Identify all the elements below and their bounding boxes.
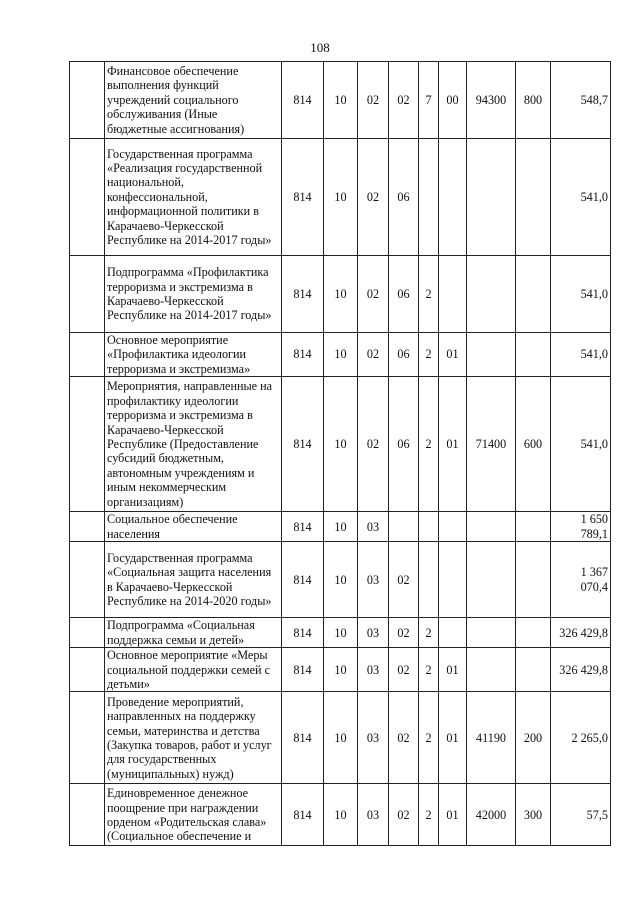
blank-cell bbox=[70, 784, 105, 846]
section-code: 10 bbox=[324, 618, 358, 648]
direction-code: 94300 bbox=[467, 62, 516, 139]
direction-code: 41190 bbox=[467, 692, 516, 784]
program-code: 02 bbox=[389, 62, 419, 139]
program-code: 02 bbox=[389, 618, 419, 648]
row-name: Государственная программа «Реализация государственной национальной, конфессиональной, информационной политики в Карачаево-Черкесской Республике на 2014-2017 годы» bbox=[105, 139, 282, 256]
activity-code: 01 bbox=[439, 692, 467, 784]
expense-type-code: 600 bbox=[516, 377, 551, 512]
row-name: Единовременное денежное поощрение при награждении орденом «Родительская слава» (Социальное обеспечение и bbox=[105, 784, 282, 846]
subprogram-code: 2 bbox=[419, 692, 439, 784]
row-name: Проведение мероприятий, направленных на поддержку семьи, материнства и детства (Закупка товаров, работ и услуг для государственных (муниципальных) нужд) bbox=[105, 692, 282, 784]
blank-cell bbox=[70, 377, 105, 512]
direction-code bbox=[467, 618, 516, 648]
subsection-code: 02 bbox=[358, 62, 389, 139]
subprogram-code: 2 bbox=[419, 256, 439, 333]
row-name: Подпрограмма «Профилактика терроризма и экстремизма в Карачаево-Черкесской Республике на 2014-2017 годы» bbox=[105, 256, 282, 333]
subprogram-code bbox=[419, 542, 439, 618]
subprogram-code: 7 bbox=[419, 62, 439, 139]
amount: 2 265,0 bbox=[551, 692, 611, 784]
section-code: 10 bbox=[324, 692, 358, 784]
subprogram-code bbox=[419, 139, 439, 256]
subsection-code: 03 bbox=[358, 618, 389, 648]
blank-cell bbox=[70, 542, 105, 618]
subsection-code: 03 bbox=[358, 648, 389, 692]
expense-type-code bbox=[516, 139, 551, 256]
budget-table bbox=[69, 61, 611, 846]
subsection-code: 02 bbox=[358, 333, 389, 377]
program-code: 02 bbox=[389, 648, 419, 692]
activity-code: 01 bbox=[439, 333, 467, 377]
ministry-code: 814 bbox=[282, 256, 324, 333]
row-name: Подпрограмма «Социальная поддержка семьи и детей» bbox=[105, 618, 282, 648]
activity-code bbox=[439, 618, 467, 648]
direction-code bbox=[467, 512, 516, 542]
blank-cell bbox=[70, 256, 105, 333]
direction-code bbox=[467, 139, 516, 256]
blank-cell bbox=[70, 139, 105, 256]
ministry-code: 814 bbox=[282, 512, 324, 542]
activity-code bbox=[439, 139, 467, 256]
table-row bbox=[70, 784, 611, 846]
direction-code bbox=[467, 333, 516, 377]
expense-type-code bbox=[516, 618, 551, 648]
table-row bbox=[70, 333, 611, 377]
subprogram-code: 2 bbox=[419, 333, 439, 377]
section-code: 10 bbox=[324, 784, 358, 846]
program-code: 02 bbox=[389, 542, 419, 618]
blank-cell bbox=[70, 333, 105, 377]
ministry-code: 814 bbox=[282, 692, 324, 784]
program-code: 06 bbox=[389, 256, 419, 333]
activity-code: 01 bbox=[439, 377, 467, 512]
subsection-code: 03 bbox=[358, 512, 389, 542]
expense-type-code bbox=[516, 333, 551, 377]
amount: 541,0 bbox=[551, 139, 611, 256]
section-code: 10 bbox=[324, 512, 358, 542]
page-number: 108 bbox=[310, 40, 330, 55]
section-code: 10 bbox=[324, 377, 358, 512]
row-name: Социальное обеспечение населения bbox=[105, 512, 282, 542]
section-code: 10 bbox=[324, 139, 358, 256]
blank-cell bbox=[70, 62, 105, 139]
blank-cell bbox=[70, 692, 105, 784]
ministry-code: 814 bbox=[282, 62, 324, 139]
section-code: 10 bbox=[324, 62, 358, 139]
program-code: 02 bbox=[389, 784, 419, 846]
activity-code bbox=[439, 512, 467, 542]
ministry-code: 814 bbox=[282, 784, 324, 846]
direction-code: 42000 bbox=[467, 784, 516, 846]
program-code: 06 bbox=[389, 377, 419, 512]
row-name: Государственная программа «Социальная защита населения в Карачаево-Черкесской Республике на 2014-2020 годы» bbox=[105, 542, 282, 618]
ministry-code: 814 bbox=[282, 139, 324, 256]
subsection-code: 02 bbox=[358, 256, 389, 333]
amount: 541,0 bbox=[551, 333, 611, 377]
blank-cell bbox=[70, 648, 105, 692]
row-name: Основное мероприятие «Профилактика идеологии терроризма и экстремизма» bbox=[105, 333, 282, 377]
blank-cell bbox=[70, 512, 105, 542]
amount: 541,0 bbox=[551, 377, 611, 512]
row-name: Мероприятия, направленные на профилактику идеологии терроризма и экстремизма в Карачаево-Черкесской Республике (Предоставление субсидий бюджетным, автономным учреждениям и иным некоммерческим организациям) bbox=[105, 377, 282, 512]
program-code bbox=[389, 512, 419, 542]
expense-type-code bbox=[516, 256, 551, 333]
subsection-code: 03 bbox=[358, 784, 389, 846]
table-row bbox=[70, 542, 611, 618]
subsection-code: 03 bbox=[358, 692, 389, 784]
subsection-code: 03 bbox=[358, 542, 389, 618]
direction-code bbox=[467, 542, 516, 618]
direction-code: 71400 bbox=[467, 377, 516, 512]
ministry-code: 814 bbox=[282, 377, 324, 512]
expense-type-code bbox=[516, 512, 551, 542]
subsection-code: 02 bbox=[358, 377, 389, 512]
table-row bbox=[70, 377, 611, 512]
activity-code: 00 bbox=[439, 62, 467, 139]
section-code: 10 bbox=[324, 333, 358, 377]
activity-code bbox=[439, 256, 467, 333]
activity-code: 01 bbox=[439, 784, 467, 846]
table-row bbox=[70, 618, 611, 648]
amount: 1 367 070,4 bbox=[551, 542, 611, 618]
ministry-code: 814 bbox=[282, 542, 324, 618]
subprogram-code: 2 bbox=[419, 377, 439, 512]
table-row bbox=[70, 62, 611, 139]
expense-type-code bbox=[516, 648, 551, 692]
amount: 1 650 789,1 bbox=[551, 512, 611, 542]
section-code: 10 bbox=[324, 542, 358, 618]
table-row bbox=[70, 512, 611, 542]
subprogram-code bbox=[419, 512, 439, 542]
amount: 326 429,8 bbox=[551, 618, 611, 648]
ministry-code: 814 bbox=[282, 648, 324, 692]
subprogram-code: 2 bbox=[419, 618, 439, 648]
table-row bbox=[70, 648, 611, 692]
program-code: 06 bbox=[389, 333, 419, 377]
subsection-code: 02 bbox=[358, 139, 389, 256]
amount: 57,5 bbox=[551, 784, 611, 846]
amount: 326 429,8 bbox=[551, 648, 611, 692]
ministry-code: 814 bbox=[282, 618, 324, 648]
subprogram-code: 2 bbox=[419, 648, 439, 692]
activity-code: 01 bbox=[439, 648, 467, 692]
subprogram-code: 2 bbox=[419, 784, 439, 846]
expense-type-code bbox=[516, 542, 551, 618]
blank-cell bbox=[70, 618, 105, 648]
expense-type-code: 800 bbox=[516, 62, 551, 139]
amount: 541,0 bbox=[551, 256, 611, 333]
program-code: 02 bbox=[389, 692, 419, 784]
ministry-code: 814 bbox=[282, 333, 324, 377]
table-row bbox=[70, 256, 611, 333]
program-code: 06 bbox=[389, 139, 419, 256]
row-name: Финансовое обеспечение выполнения функций учреждений социального обслуживания (Иные бюджетные ассигнования) bbox=[105, 62, 282, 139]
section-code: 10 bbox=[324, 648, 358, 692]
row-name: Основное мероприятие «Меры социальной поддержки семей с детьми» bbox=[105, 648, 282, 692]
expense-type-code: 300 bbox=[516, 784, 551, 846]
section-code: 10 bbox=[324, 256, 358, 333]
table-body bbox=[70, 62, 611, 846]
table-row bbox=[70, 692, 611, 784]
expense-type-code: 200 bbox=[516, 692, 551, 784]
activity-code bbox=[439, 542, 467, 618]
direction-code bbox=[467, 256, 516, 333]
table-row bbox=[70, 139, 611, 256]
amount: 548,7 bbox=[551, 62, 611, 139]
direction-code bbox=[467, 648, 516, 692]
